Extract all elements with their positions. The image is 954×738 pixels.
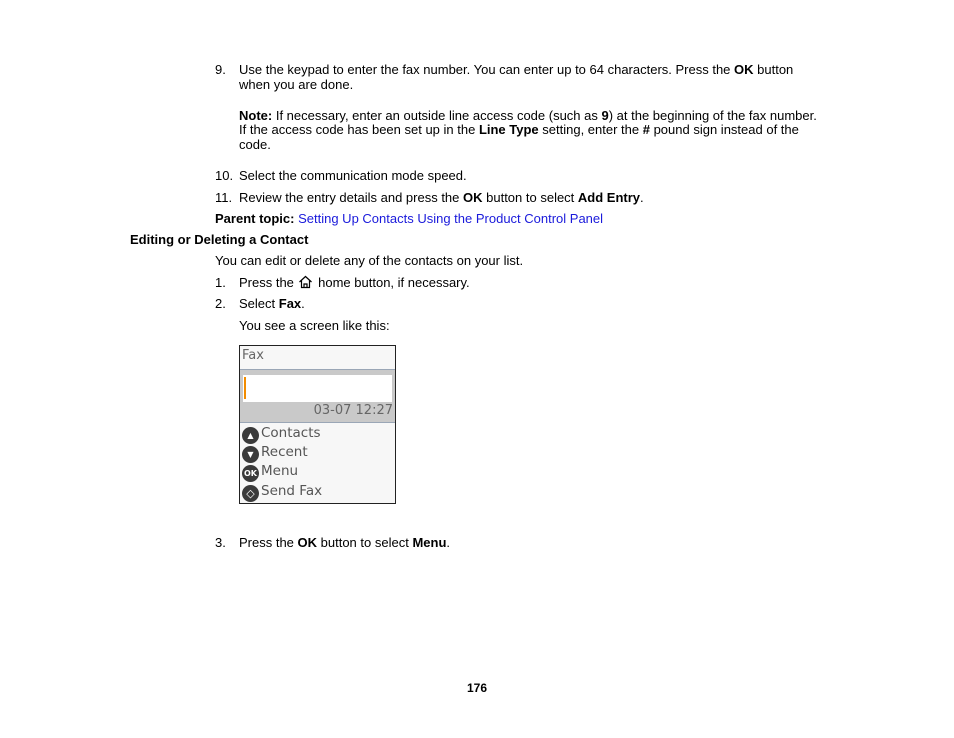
lcd-datetime: 03-07 12:27 (313, 403, 393, 418)
page-number: 176 (466, 681, 488, 695)
screen-intro: You see a screen like this: (239, 318, 390, 333)
section-heading: Editing or Deleting a Contact (130, 232, 309, 247)
step-2-text: Select Fax. (239, 296, 305, 311)
step-2-number: 2. (215, 296, 226, 311)
home-icon (298, 275, 313, 292)
step-3-number: 3. (215, 535, 226, 550)
lcd-title: Fax (242, 348, 264, 363)
note-line-2: If the access code has been set up in the Line Type setting, enter the # pound sign instead of the (239, 122, 799, 137)
step-11-number: 11. (215, 190, 233, 205)
parent-topic (215, 211, 603, 226)
down-arrow-icon: ▼ (242, 446, 259, 463)
lcd-cursor (244, 377, 246, 399)
lcd-input-band (240, 369, 395, 423)
step-9-number: 9. (215, 62, 226, 77)
fax-screen-illustration: Fax 03-07 12:27 ▲ Contacts ▼ Recent OK Menu ◇ Send Fax (239, 345, 396, 504)
step-3-text: Press the OK button to select Menu. (239, 535, 451, 550)
step-10-text: Select the communication mode speed. (239, 168, 467, 183)
step-9-line-2: when you are done. (239, 77, 354, 92)
step-9-line-1: Use the keypad to enter the fax number. You can enter up to 64 characters. Press the OK button (239, 62, 794, 77)
up-arrow-icon: ▲ (242, 427, 259, 444)
note-line-1: Note: If necessary, enter an outside line access code (such as 9) at the beginning of the fax number. (239, 108, 817, 123)
step-1-number: 1. (215, 275, 226, 290)
parent-topic-link[interactable]: Setting Up Contacts Using the Product Control Panel (298, 211, 604, 226)
section-intro: You can edit or delete any of the contacts on your list. (215, 253, 524, 268)
step-1-text: Press the home button, if necessary. (239, 275, 470, 290)
step-10-number: 10. (215, 168, 234, 183)
start-icon: ◇ (242, 485, 259, 502)
lcd-fax-number-field (243, 375, 392, 402)
parent-topic-label: Parent topic: (215, 211, 295, 226)
note-line-3: code. (239, 137, 271, 152)
step-11-text: Review the entry details and press the OK button to select Add Entry. (239, 190, 644, 205)
ok-icon: OK (242, 465, 259, 482)
